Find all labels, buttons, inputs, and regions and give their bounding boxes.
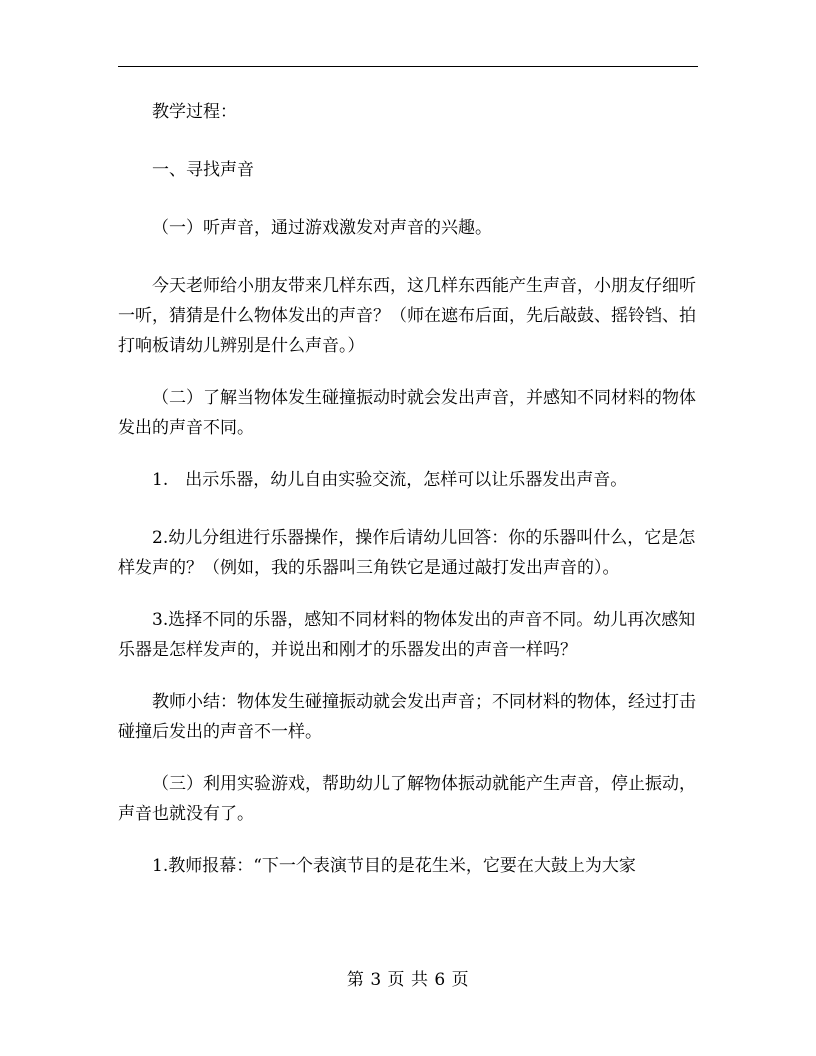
subsection-heading-listen: （一）听声音，通过游戏激发对声音的兴趣。 — [152, 218, 492, 238]
teacher-summary: 教师小结：物体发生碰撞振动就会发出声音；不同材料的物体，经过打击碰撞后发出的声音不一样。 — [118, 692, 696, 742]
subsection-heading-experiment: （三）利用实验游戏，帮助幼儿了解物体振动就能产生声音，停止振动，声音也就没有了。 — [118, 774, 696, 824]
document-body — [118, 97, 710, 881]
paragraph-intro: 今天老师给小朋友带来几样东西，这几样东西能产生声音，小朋友仔细听一听，猜猜是什么物体发出的声音？（师在遮布后面，先后敲鼓、摇铃铛、拍打响板请幼儿辨别是什么声音。） — [118, 276, 696, 356]
step-2-group-operation: 2.幼儿分组进行乐器操作，操作后请幼儿回答：你的乐器叫什么，它是怎样发声的？（例如，我的乐器叫三角铁它是通过敲打发出声音的）。 — [118, 528, 696, 578]
page-number-footer: 第 3 页 共 6 页 — [346, 970, 470, 990]
header-rule — [118, 66, 698, 67]
section-heading-find-sound: 一、寻找声音 — [152, 160, 254, 180]
step-3-different-instruments: 3.选择不同的乐器，感知不同材料的物体发出的声音不同。幼儿再次感知乐器是怎样发声的，并说出和刚才的乐器发出的声音一样吗？ — [118, 610, 696, 660]
section-heading-process: 教学过程： — [152, 102, 237, 122]
subsection-heading-vibration: （二）了解当物体发生碰撞振动时就会发出声音，并感知不同材料的物体发出的声音不同。 — [118, 388, 696, 438]
step-1-teacher-announcement: 1.教师报幕：“下一个表演节目的是花生米，它要在大鼓上为大家 — [152, 856, 636, 876]
step-1-show-instruments: 1. 出示乐器，幼儿自由实验交流，怎样可以让乐器发出声音。 — [152, 470, 628, 490]
